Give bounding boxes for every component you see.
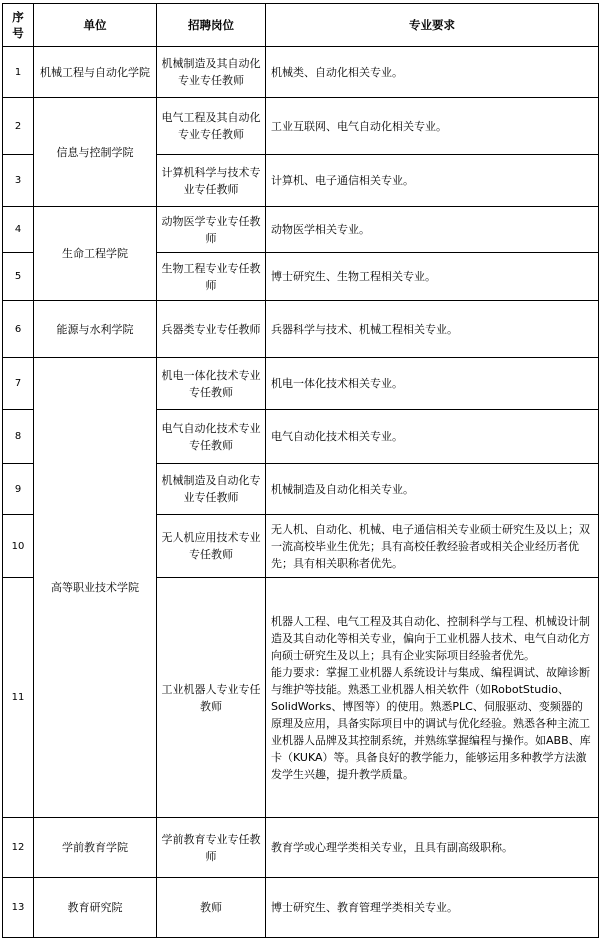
header-seq-bottom: 号: [12, 26, 24, 40]
header-unit: 单位: [34, 4, 157, 47]
requirement-cell: 教育学或心理学类相关专业，且具有副高级职称。: [266, 818, 599, 878]
unit-cell: 信息与控制学院: [34, 98, 157, 207]
row-number: 5: [3, 253, 34, 301]
row-number: 8: [3, 410, 34, 464]
position-cell: 电气工程及其自动化专业专任教师: [157, 98, 266, 155]
position-cell: 机械制造及自动化专业专任教师: [157, 464, 266, 515]
requirement-paragraph-2: 能力要求：掌握工业机器人系统设计与集成、编程调试、故障诊断与维护等技能。熟悉工业机器人相关软件（如RobotStudio、SolidWorks、博图等）的使用。熟悉PLC、伺服驱动、变频器的原理及应用，具备实际项目中的调试与优化经验。熟悉各种主流工业机器人品牌及其控制系统，并熟练掌握编程与操作。如ABB、库卡（KUKA）等。具备良好的教学能力，能够运用多种教学方法激发学生兴趣，提升教学质量。: [271, 665, 591, 781]
table-row: [3, 301, 599, 358]
position-cell: 机械制造及其自动化专业专任教师: [157, 47, 266, 98]
position-cell: 机电一体化技术专业专任教师: [157, 358, 266, 410]
position-cell: 电气自动化技术专业专任教师: [157, 410, 266, 464]
unit-cell: 机械工程与自动化学院: [34, 47, 157, 98]
position-cell: 生物工程专业专任教师: [157, 253, 266, 301]
unit-cell: 生命工程学院: [34, 207, 157, 301]
position-cell: 兵器类专业专任教师: [157, 301, 266, 358]
requirement-cell: 机械类、自动化相关专业。: [266, 47, 599, 98]
row-number: 6: [3, 301, 34, 358]
row-number: 4: [3, 207, 34, 253]
recruitment-table: [2, 3, 599, 938]
requirement-paragraph-1: 机器人工程、电气工程及其自动化、控制科学与工程、机械设计制造及其自动化等相关专业，偏向于工业机器人技术、电气自动化方向硕士研究生及以上；具有企业实际项目经验者优先。: [271, 614, 590, 662]
table-row: [3, 47, 599, 98]
table-header-row: [3, 4, 599, 47]
unit-cell: 教育研究院: [34, 878, 157, 938]
header-position: 招聘岗位: [157, 4, 266, 47]
row-number: 7: [3, 358, 34, 410]
position-cell: 无人机应用技术专业专任教师: [157, 515, 266, 578]
row-number: 10: [3, 515, 34, 578]
position-cell: 教师: [157, 878, 266, 938]
requirement-cell: [266, 578, 599, 818]
position-cell: 动物医学专业专任教师: [157, 207, 266, 253]
row-number: 3: [3, 155, 34, 207]
requirement-cell: 博士研究生、生物工程相关专业。: [266, 253, 599, 301]
requirement-cell: 计算机、电子通信相关专业。: [266, 155, 599, 207]
requirement-cell: 电气自动化技术相关专业。: [266, 410, 599, 464]
header-requirement: 专业要求: [266, 4, 599, 47]
table-row: [3, 878, 599, 938]
requirement-cell: 博士研究生、教育管理学类相关专业。: [266, 878, 599, 938]
unit-cell: 能源与水利学院: [34, 301, 157, 358]
row-number: 13: [3, 878, 34, 938]
row-number: 12: [3, 818, 34, 878]
table-row: [3, 98, 599, 155]
header-seq: [3, 4, 34, 47]
row-number: 1: [3, 47, 34, 98]
position-cell: 计算机科学与技术专业专任教师: [157, 155, 266, 207]
requirement-cell: 机电一体化技术相关专业。: [266, 358, 599, 410]
header-seq-top: 序: [12, 10, 24, 24]
table-row: [3, 818, 599, 878]
unit-cell: 学前教育学院: [34, 818, 157, 878]
requirement-cell: 无人机、自动化、机械、电子通信相关专业硕士研究生及以上；双一流高校毕业生优先；具有高校任教经验者或相关企业经历者优先；具有相关职称者优先。: [266, 515, 599, 578]
requirement-cell: 动物医学相关专业。: [266, 207, 599, 253]
requirement-cell: 兵器科学与技术、机械工程相关专业。: [266, 301, 599, 358]
requirement-cell: 机械制造及自动化相关专业。: [266, 464, 599, 515]
row-number: 9: [3, 464, 34, 515]
row-number: 11: [3, 578, 34, 818]
position-cell: 工业机器人专业专任教师: [157, 578, 266, 818]
row-number: 2: [3, 98, 34, 155]
table-row: [3, 358, 599, 410]
unit-cell: 高等职业技术学院: [34, 358, 157, 818]
position-cell: 学前教育专业专任教师: [157, 818, 266, 878]
requirement-cell: 工业互联网、电气自动化相关专业。: [266, 98, 599, 155]
table-row: [3, 207, 599, 253]
